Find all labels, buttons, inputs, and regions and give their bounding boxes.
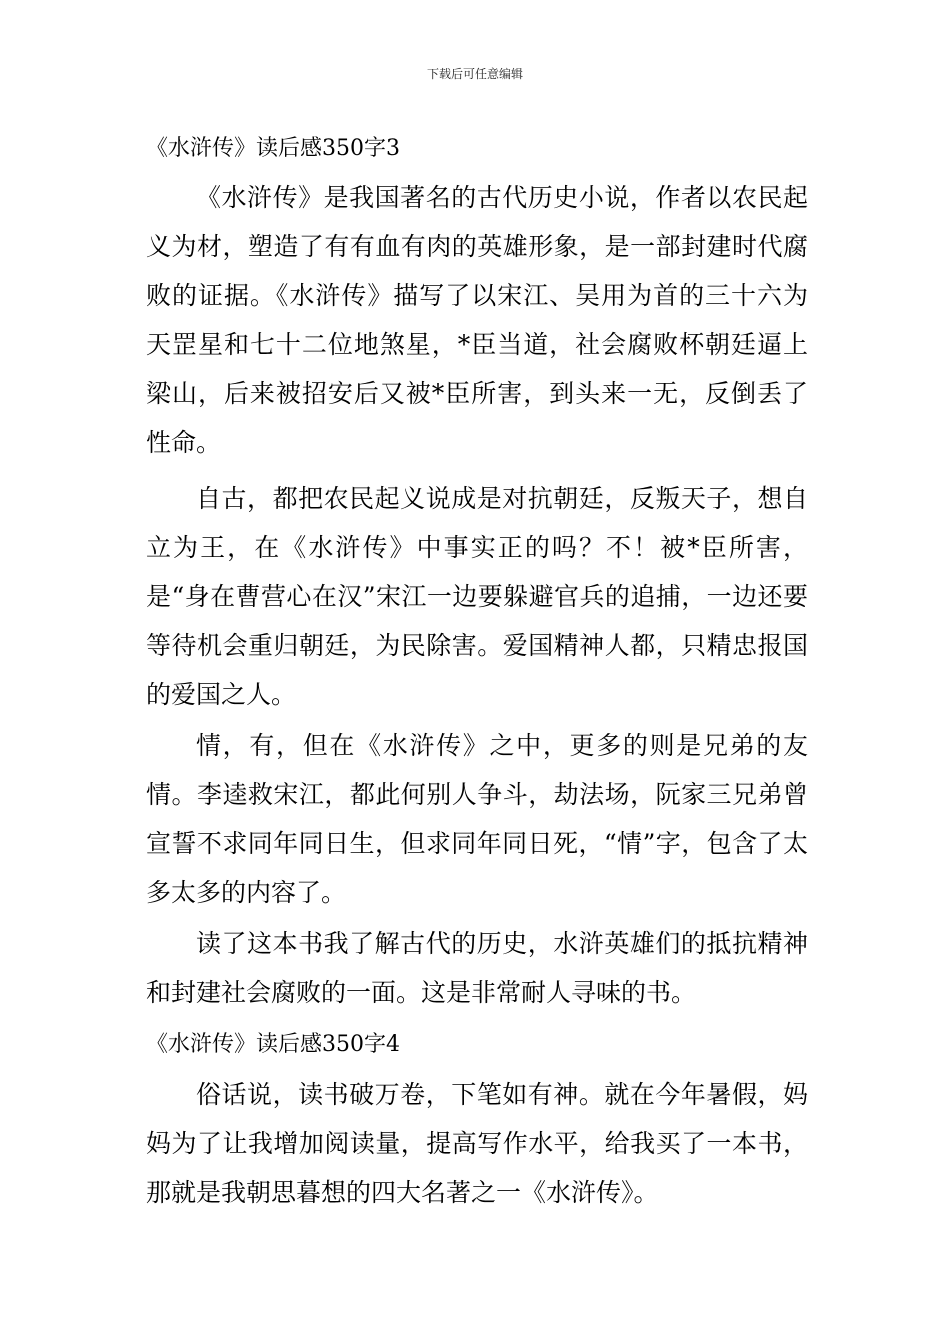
- paragraph-3-3: 情，有，但在《水浒传》之中，更多的则是兄弟的友情。李逵救宋江，都此何别人争斗，劫法场，阮家三兄弟曾宣誓不求同年同日生，但求同年同日死，“情”字，包含了太多太多的内容了。: [146, 731, 808, 907]
- section-title-3: 《水浒传》读后感350字3: [146, 136, 400, 161]
- paragraph-3-4: 读了这本书我了解古代的历史，水浒英雄们的抵抗精神和封建社会腐败的一面。这是非常耐人寻味的书。: [146, 929, 808, 1007]
- paragraph-4-1: 俗话说，读书破万卷，下笔如有神。就在今年暑假，妈妈为了让我增加阅读量，提高写作水平，给我买了一本书，那就是我朝思暮想的四大名著之一《水浒传》。: [146, 1080, 808, 1207]
- section-title-4: 《水浒传》读后感350字4: [146, 1032, 400, 1057]
- paragraph-3-1: 《水浒传》是我国著名的古代历史小说，作者以农民起义为材，塑造了有有血有肉的英雄形象，是一部封建时代腐败的证据。《水浒传》描写了以宋江、吴用为首的三十六为天罡星和七十二位地煞星，*臣当道，社会腐败杯朝廷逼上梁山，后来被招安后又被*臣所害，到头来一无，反倒丢了性命。: [146, 183, 808, 457]
- paragraph-3-2: 自古，都把农民起义说成是对抗朝廷，反叛天子，想自立为王，在《水浒传》中事实正的吗？不！被*臣所害，是“身在曹营心在汉”宋江一边要躲避官兵的追捕，一边还要等待机会重归朝廷，为民除害。爱国精神人都，只精忠报国的爱国之人。: [146, 484, 808, 709]
- header-note: 下载后可任意编辑: [426, 67, 523, 81]
